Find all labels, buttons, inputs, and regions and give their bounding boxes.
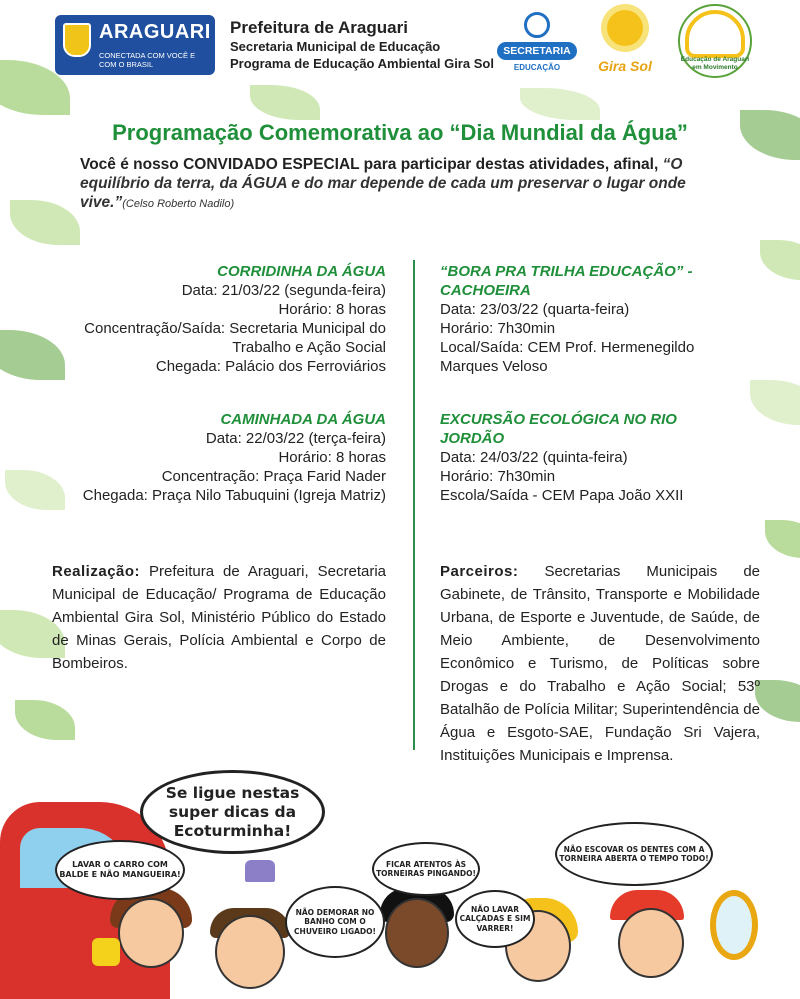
event-title: “BORA PRA TRILHA EDUCAÇÃO” - CACHOEIRA [440, 263, 693, 299]
intro-text [80, 155, 720, 214]
girasol-logo [590, 8, 660, 80]
event-line: Concentração: Praça Farid Nader [161, 468, 386, 485]
event-excursao [440, 410, 740, 505]
event-line: Chegada: Praça Nilo Tabuquini (Igreja Matriz) [82, 487, 386, 504]
secretaria-logo [497, 12, 577, 78]
event-line: Data: 21/03/22 (segunda-feira) [181, 282, 386, 299]
realizacao-text: Prefeitura de Araguari, Secretaria Municipal de Educação/ Programa de Educação Ambiental Gira Sol, Ministério Público do Estado de Minas Gerais, Polícia Ambiental e Corpo de Bombeiros. [52, 563, 387, 672]
tip-shower-bubble: NÃO DEMORAR NO BANHO COM O CHUVEIRO LIGADO! [285, 886, 385, 958]
leaf-decoration [760, 240, 800, 280]
girasol-label: Gira Sol [598, 58, 652, 74]
event-line: Concentração/Saída: Secretaria Municipal do [84, 320, 386, 337]
event-line: Chegada: Palácio dos Ferroviários [155, 358, 386, 375]
tip-sidewalk-bubble: NÃO LAVAR CALÇADAS E SIM VARRER! [455, 890, 535, 948]
event-line: Data: 23/03/22 (quarta-feira) [440, 301, 630, 318]
leaf-decoration [765, 520, 800, 558]
cartoon-scene [0, 770, 800, 999]
page-title: Programação Comemorativa ao “Dia Mundial da Água” [112, 120, 688, 145]
event-line: Escola/Saída - CEM Papa João XXII [440, 487, 684, 504]
araguari-logo [55, 15, 215, 75]
realizacao-label: Realização: [52, 563, 141, 580]
event-corridinha [40, 262, 386, 376]
event-line: Horário: 7h30min [440, 468, 556, 485]
tip-car-bubble: LAVAR O CARRO COM BALDE E NÃO MANGUEIRA! [55, 840, 185, 900]
shower-icon [245, 860, 275, 882]
parceiros-text: Secretarias Municipais de Gabinete, de Trânsito, Transporte e Mobilidade Urbana, de Esporte e Juventude, de Saúde, de Meio Ambiente, de Desenvolvimento Econômico e Turismo, de Políticas sobre Drogas e do Trabalho e Ação Social; 53º Batalhão de Polícia Militar; Superintendência de Água e Esgoto-SAE, Fundação Sri Vajera, Instituições Municipais e Imprensa. [440, 563, 761, 764]
parceiros-block [440, 560, 760, 767]
leaf-decoration [520, 88, 600, 120]
event-line: Local/Saída: CEM Prof. Hermenegildo [440, 339, 695, 356]
intro-author: (Celso Roberto Nadilo) [122, 198, 235, 210]
header-line-2: Secretaria Municipal de Educação [230, 39, 441, 54]
parceiros-label: Parceiros: [440, 563, 519, 580]
event-caminhada [40, 410, 386, 505]
education-logo [670, 0, 760, 90]
secretaria-icon [524, 12, 550, 38]
sunflower-icon [607, 10, 643, 46]
event-line: Horário: 8 horas [278, 301, 386, 318]
leaf-decoration [250, 85, 320, 120]
intro-quote: “O equilíbrio da terra, da ÁGUA e do mar depende de cada um preservar o lugar onde vive.” [80, 156, 686, 211]
tips-headline-bubble: Se ligue nestas super dicas da Ecoturminha! [140, 770, 325, 854]
event-line: Trabalho e Ação Social [232, 339, 386, 356]
leaf-decoration [15, 700, 75, 740]
education-logo-text: Educação de Araguari em Movimento [680, 56, 750, 71]
event-line: Data: 22/03/22 (terça-feira) [205, 430, 386, 447]
kid-in-shower [215, 915, 285, 989]
leaf-decoration [750, 380, 800, 425]
kid-brushing-teeth [618, 908, 684, 978]
realizacao-block [52, 560, 386, 675]
leaf-decoration [755, 680, 800, 722]
event-line: Horário: 8 horas [278, 449, 386, 466]
tip-teeth-bubble: NÃO ESCOVAR OS DENTES COM A TORNEIRA ABERTA O TEMPO TODO! [555, 822, 713, 886]
kid-washing-car [118, 898, 184, 968]
event-title: EXCURSÃO ECOLÓGICA NO RIO JORDÃO [440, 411, 677, 447]
header-line-1: Prefeitura de Araguari [230, 18, 408, 37]
header-line-3: Programa de Educação Ambiental Gira Sol [230, 56, 494, 71]
intro-lead: Você é nosso CONVIDADO ESPECIAL para participar destas atividades, afinal, [80, 156, 663, 173]
event-line: Horário: 7h30min [440, 320, 556, 337]
logo-tagline: CONECTADA COM VOCÊ E COM O BRASIL [99, 51, 196, 69]
city-crest-icon [63, 23, 91, 57]
secretaria-label: SECRETARIA [497, 42, 577, 60]
header-text [230, 18, 494, 72]
event-trilha [440, 262, 740, 376]
event-title: CORRIDINHA DA ÁGUA [217, 263, 386, 280]
event-line: Marques Veloso [440, 358, 548, 375]
leaf-decoration [10, 200, 80, 245]
secretaria-sub: EDUCAÇÃO [513, 63, 561, 72]
mirror-icon [710, 890, 758, 960]
logo-name: ARAGUARI [99, 21, 211, 43]
event-line: Data: 24/03/22 (quinta-feira) [440, 449, 628, 466]
sponge-icon [92, 938, 120, 966]
column-divider [413, 260, 415, 750]
kid-taps [385, 898, 449, 968]
tip-taps-bubble: FICAR ATENTOS ÀS TORNEIRAS PINGANDO! [372, 842, 480, 896]
event-title: CAMINHADA DA ÁGUA [220, 411, 386, 428]
